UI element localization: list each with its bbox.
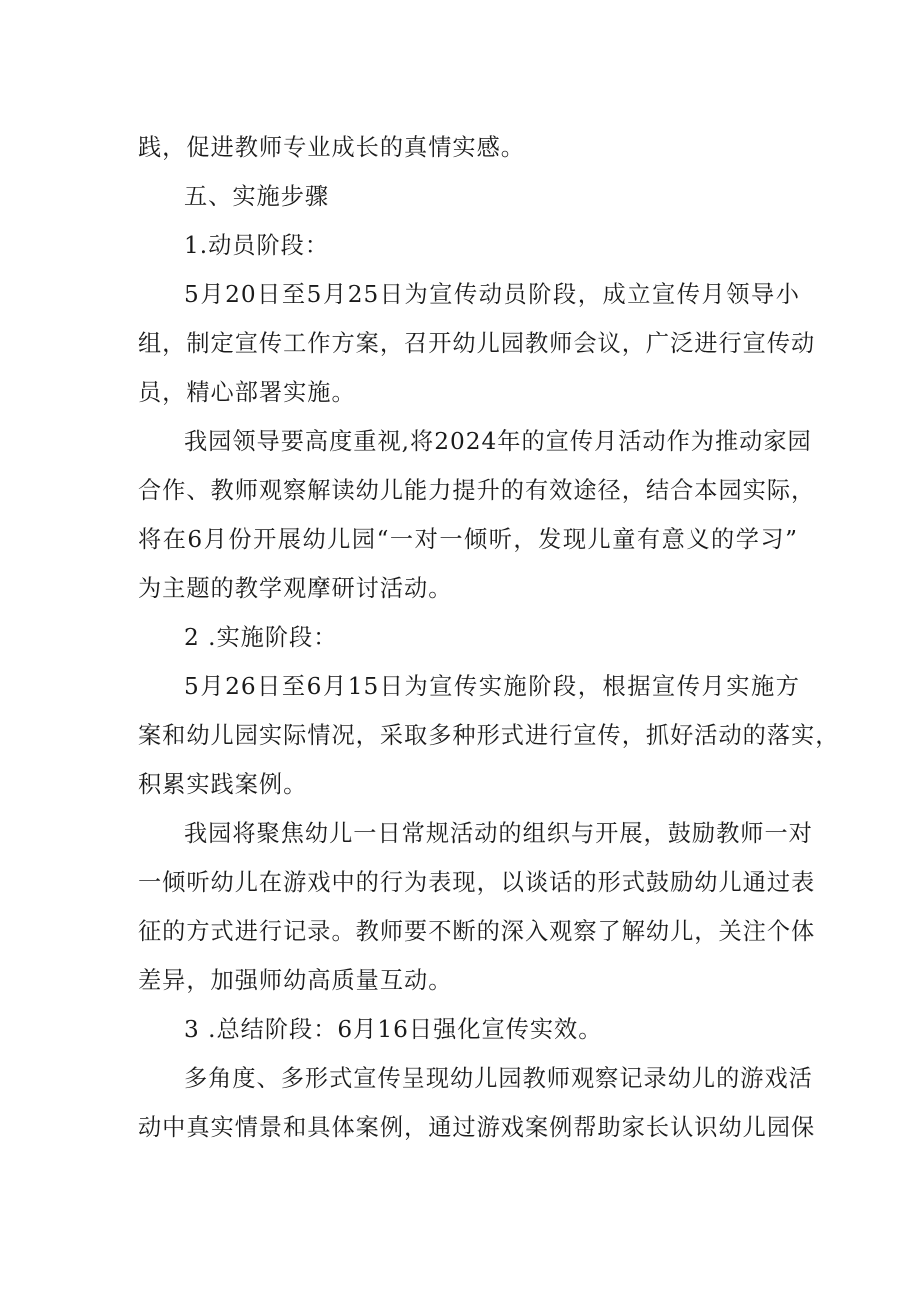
text-line-10: 为主题的教学观摩研讨活动。	[138, 575, 453, 602]
text-line-1: 践，促进教师专业成长的真情实感。	[138, 134, 525, 161]
text-line-15: 我园将聚焦幼儿一日常规活动的组织与开展，鼓励教师一对	[184, 820, 813, 847]
step-heading-implementation: 2 .实施阶段：	[184, 624, 338, 651]
text-line-14: 积累实践案例。	[138, 771, 308, 798]
text-line-12: 5月26日至6月15日为宣传实施阶段，根据宣传月实施方	[184, 673, 800, 700]
text-line-13: 案和幼儿园实际情况，采取多种形式进行宣传，抓好活动的落实，	[138, 722, 840, 749]
text-line-7: 我园领导要高度重视,将2024年的宣传月活动作为推动家园	[184, 428, 812, 455]
text-line-20: 多角度、多形式宣传呈现幼儿园教师观察记录幼儿的游戏活	[184, 1065, 813, 1092]
text-line-5: 组，制定宣传工作方案，召开幼儿园教师会议，广泛进行宣传动	[138, 330, 816, 357]
text-line-16: 一倾听幼儿在游戏中的行为表现，以谈话的形式鼓励幼儿通过表	[138, 869, 816, 896]
text-line-6: 员，精心部署实施。	[138, 379, 356, 406]
text-line-8: 合作、教师观察解读幼儿能力提升的有效途径，结合本园实际，	[138, 477, 816, 504]
text-line-9: 将在6月份开展幼儿园“一对一倾听，发现儿童有意义的学习”	[138, 526, 798, 553]
text-line-17: 征的方式进行记录。教师要不断的深入观察了解幼儿，关注个体	[138, 918, 816, 945]
text-line-21: 动中真实情景和具体案例，通过游戏案例帮助家长认识幼儿园保	[138, 1114, 816, 1141]
section-heading-implementation-steps: 五、实施步骤	[184, 183, 330, 210]
text-line-18: 差异，加强师幼高质量互动。	[138, 967, 453, 994]
step-heading-summary: 3 .总结阶段：6月16日强化宣传实效。	[184, 1016, 603, 1043]
text-line-4: 5月20日至5月25日为宣传动员阶段，成立宣传月领导小	[184, 281, 800, 308]
step-heading-mobilization: 1.动员阶段：	[184, 232, 330, 259]
